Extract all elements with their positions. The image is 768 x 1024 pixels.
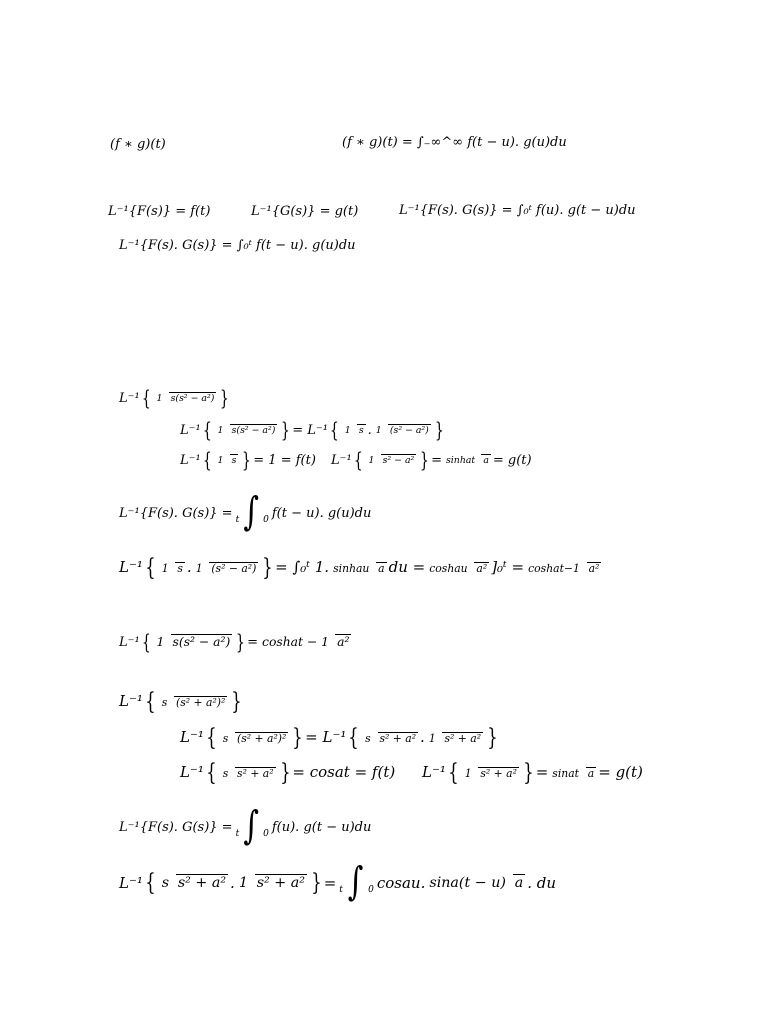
equals: = [247,634,259,650]
numerator: 1 [344,425,351,437]
left-brace: { [348,724,359,751]
numerator: 1 [217,455,224,467]
left-brace: { [202,418,212,442]
fraction-cosh [427,560,489,576]
numerator: 1 [156,635,165,650]
fraction-result [526,560,601,576]
fraction [463,765,519,781]
operator: 𝐿⁻¹ [180,452,201,468]
fraction [155,634,233,649]
evaluation-bracket: ]₀ᵗ = [491,558,525,577]
inverse-g-text: 𝐿⁻¹{𝐺(𝑠)} = 𝑔(𝑡) [251,204,359,219]
dot: . [230,873,235,892]
denominator: 𝑎 [483,455,489,467]
fraction-two [194,560,259,576]
upper-limit: 𝑡 [339,885,343,895]
example1-convolution [119,489,372,536]
fraction-one [343,423,366,436]
result-fraction [550,765,596,781]
left-brace: { [448,759,459,786]
upper-limit: 𝑡 [235,515,240,525]
lower-limit: 0 [368,885,374,895]
result-fraction [260,634,351,649]
denominator: 𝑎² [337,635,350,650]
denominator: 𝑠² − 𝑎² [382,455,415,467]
denominator: 𝑠² + 𝑎² [444,731,482,745]
numerator: 𝑠 [161,875,170,892]
denominator: (𝑠² + 𝑎²)² [176,695,226,709]
fraction [221,765,276,781]
equals: = [535,763,549,782]
convolution-theorem-b [119,239,356,252]
denominator: 𝑠 [358,425,364,437]
operator: 𝐿⁻¹ [180,728,204,747]
right-brace: } [220,386,230,410]
denominator: 𝑠 [177,561,183,575]
denominator: (𝑠² − 𝑎²) [211,561,257,575]
numerator: 1 [217,425,224,437]
example1-result [119,632,353,652]
numerator: 𝑠 [222,766,229,780]
integral-icon [235,489,269,536]
right-brace: } [236,630,246,654]
right-brace: } [523,759,534,786]
denominator: 𝑠² + 𝑎² [379,731,417,745]
numerator: 1 [238,875,248,892]
integral-sign: ∫ [347,859,364,906]
fraction [216,453,239,466]
fraction-one [160,874,228,891]
left-brace: { [145,554,156,581]
denominator: 𝑠(𝑠² − 𝑎²) [172,635,231,650]
denominator: 𝑠(𝑠² − 𝑎²) [231,425,276,437]
numerator: 𝑠 [222,731,229,745]
example2-step1 [180,726,500,749]
convolution-notation-text: (𝑓 ∗ 𝑔)(𝑡) [110,137,166,152]
example1-problem [119,388,231,408]
integral-icon [339,859,374,906]
rhs: 𝑓(𝑢). 𝑔(𝑡 − 𝑢)𝑑𝑢 [271,819,372,835]
example2-evaluation [119,859,557,906]
rhs: = 1 = 𝑓(𝑡) [253,452,316,468]
numerator: 𝑐𝑜𝑠ℎ𝑎𝑢 [429,561,468,575]
denominator: 𝑠² + 𝑎² [256,875,305,892]
fraction [160,694,228,710]
denominator: (𝑠² − 𝑎²) [389,425,429,437]
fraction-one [363,730,418,746]
convolution-theorem-b-text: 𝐿⁻¹{𝐹(𝑠). 𝐺(𝑠)} = ∫₀ᵗ 𝑓(𝑡 − 𝑢). 𝑔(𝑢)𝑑𝑢 [119,238,356,253]
cos-term: 𝑐𝑜𝑠𝑎𝑢. [376,873,426,892]
numerator: 𝑠 [161,695,168,709]
right-brace: } [231,688,242,715]
right-brace: } [434,418,444,442]
lhs: 𝐿⁻¹{𝐹(𝑠). 𝐺(𝑠)} = [119,819,233,835]
rhs: 𝑓(𝑡 − 𝑢). 𝑔(𝑢)𝑑𝑢 [271,505,372,521]
denominator: 𝑠² + 𝑎² [480,766,517,780]
right-brace: } [311,869,322,897]
denominator: 𝑎 [378,561,385,575]
fraction [367,453,417,466]
convolution-theorem-a [399,204,636,217]
lhs: 𝐿⁻¹{𝐹(𝑠). 𝐺(𝑠)} = [119,505,233,521]
operator: 𝐿⁻¹ [331,452,352,468]
operator: 𝐿⁻¹ [119,634,140,650]
du: . 𝑑𝑢 [527,873,557,892]
left-brace: { [206,724,217,751]
numerator: 1 [375,425,382,437]
right-brace: } [281,418,291,442]
inverse-g [251,205,358,218]
left-brace: { [329,418,339,442]
example2-problem [119,690,244,713]
numerator: 1 [156,393,163,405]
equals-operator: = 𝐿⁻¹ [305,728,347,747]
example2-step2-g [422,761,643,784]
example1-fraction [155,391,217,404]
right-brace: } [487,724,498,751]
right-brace: } [279,759,291,786]
example1-evaluation [119,556,603,579]
fraction-sin [427,874,525,891]
inverse-f-text: 𝐿⁻¹{𝐹(𝑠)} = 𝑓(𝑡) [108,204,211,219]
denominator: 𝑠² + 𝑎² [177,875,227,892]
left-brace: { [145,869,156,897]
result-fraction [444,453,491,466]
example2-step2-f [180,761,395,784]
numerator: 𝑐𝑜𝑠ℎ𝑎𝑡 − 1 [262,635,330,650]
convolution-definition [342,136,567,149]
fraction-one [160,560,185,576]
equals: = [431,452,443,468]
convolution-notation [110,138,166,151]
numerator: 𝑠 [365,731,371,745]
right-brace: } [292,724,303,751]
denominator: 𝑎² [588,561,600,575]
denominator: (𝑠² + 𝑎²)² [237,731,287,745]
integral-sign: ∫ [243,489,259,536]
left-brace: { [141,386,151,410]
operator: 𝐿⁻¹ [119,873,143,892]
integral-part: = ∫₀ᵗ 1. [275,558,330,577]
numerator: 𝑠𝑖𝑛ℎ𝑎𝑡 [446,455,476,467]
denominator: 𝑠(𝑠² − 𝑎²) [170,393,215,405]
dot: . [420,728,425,747]
upper-limit: 𝑡 [235,829,240,839]
left-brace: { [145,688,156,715]
lower-limit: 0 [263,515,269,525]
operator: 𝐿⁻¹ [180,422,201,438]
example2-convolution [119,803,372,850]
denominator: 𝑎 [587,766,595,780]
fraction-two [427,730,483,746]
equals-operator: = 𝐿⁻¹ [292,422,328,438]
numerator: 𝑠𝑖𝑛ℎ𝑎𝑢 [333,561,370,575]
numerator: 1 [195,561,203,575]
lower-limit: 0 [263,829,269,839]
operator: 𝐿⁻¹ [119,692,143,711]
left-brace: { [141,630,151,654]
numerator: 1 [428,731,436,745]
example1-operator: 𝐿⁻¹ [119,390,140,406]
right-brace: } [242,448,252,472]
numerator: 𝑐𝑜𝑠ℎ𝑎𝑡−1 [528,561,580,575]
fraction [216,423,278,436]
numerator: 1 [464,766,472,780]
numerator: 𝑠𝑖𝑛𝑎𝑡 [552,766,580,780]
denominator: 𝑎 [514,875,524,892]
numerator: 1 [368,455,375,467]
fraction-two [237,874,307,891]
dot: . [186,558,192,577]
example1-step1 [180,420,446,440]
integral-sign: ∫ [243,803,259,850]
right-brace: } [262,554,273,581]
example1-step2-g [331,450,532,470]
left-brace: { [206,759,217,786]
left-brace: { [353,448,363,472]
fraction [221,730,289,746]
left-brace: { [202,448,212,472]
rhs: = 𝑐𝑜𝑠𝑎𝑡 = 𝑓(𝑡) [292,763,396,782]
integral-icon [235,803,269,850]
numerator: 𝑠𝑖𝑛𝑎(𝑡 − 𝑢) [429,875,506,892]
equals: = [323,873,337,892]
fraction-sinh [331,560,387,576]
right-brace: } [420,448,430,472]
example1-step2-f [180,450,316,470]
denominator: 𝑠² + 𝑎² [237,766,274,780]
rhs: = 𝑔(𝑡) [598,763,643,782]
numerator: 1 [161,561,169,575]
convolution-definition-text: (𝑓 ∗ 𝑔)(𝑡) = ∫₋∞^∞ 𝑓(𝑡 − 𝑢). 𝑔(𝑢)𝑑𝑢 [342,135,567,150]
operator: 𝐿⁻¹ [119,558,143,577]
inverse-f [108,205,210,218]
du-equals: 𝑑𝑢 = [388,558,426,577]
fraction-two [374,423,431,436]
convolution-theorem-a-text: 𝐿⁻¹{𝐹(𝑠). 𝐺(𝑠)} = ∫₀ᵗ 𝑓(𝑢). 𝑔(𝑡 − 𝑢)𝑑𝑢 [399,203,636,218]
rhs: = 𝑔(𝑡) [492,452,532,468]
denominator: 𝑠 [231,455,237,467]
denominator: 𝑎² [476,561,488,575]
dot: . [367,422,372,438]
operator: 𝐿⁻¹ [180,763,204,782]
operator: 𝐿⁻¹ [422,763,446,782]
